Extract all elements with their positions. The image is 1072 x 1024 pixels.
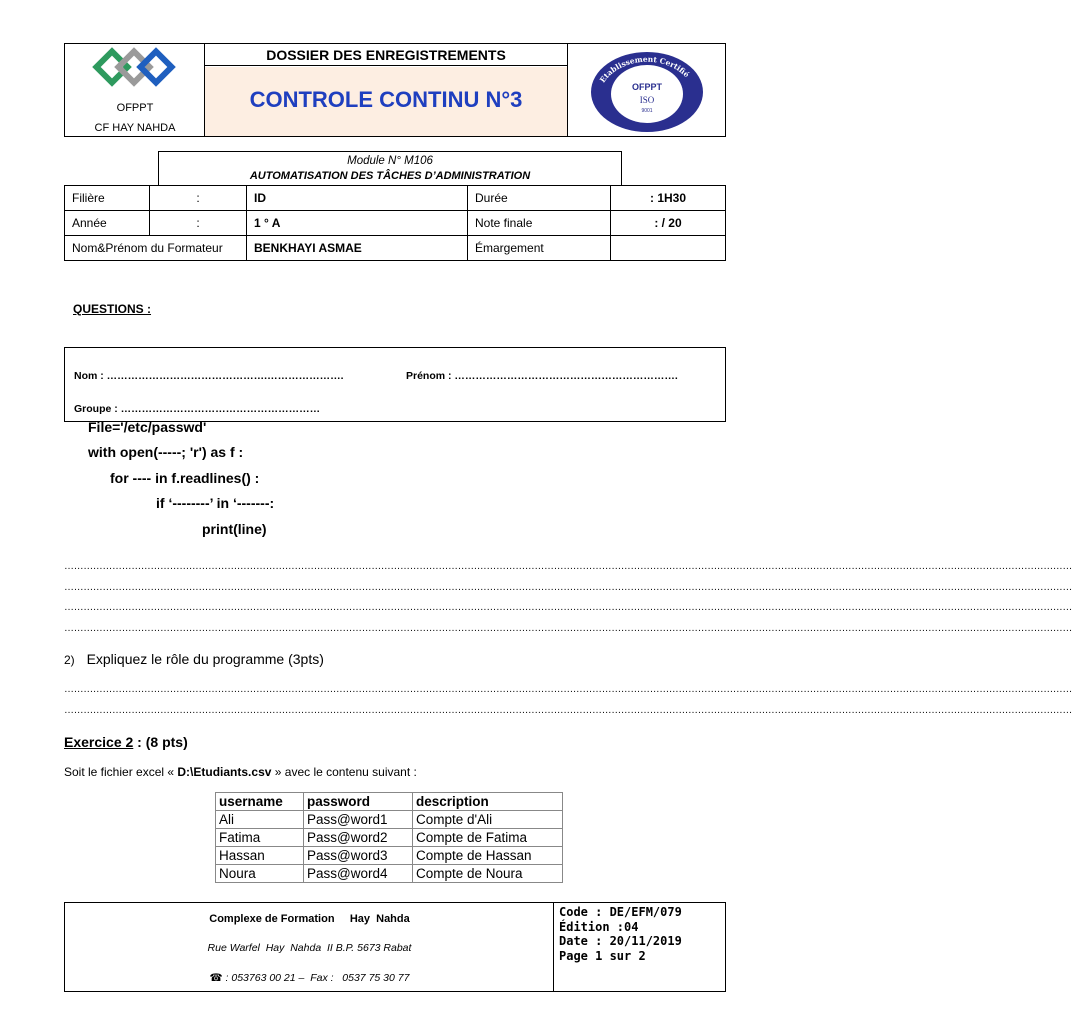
table-row: [216, 865, 563, 883]
csv-cell: Pass@word1: [304, 811, 413, 829]
document-header: [64, 43, 726, 137]
exercise-2-intro: [64, 765, 417, 779]
code-line-1: File='/etc/passwd': [88, 419, 207, 435]
seal-org: OFPPT: [631, 82, 663, 92]
exercise-2-points: : (8 pts): [133, 734, 188, 750]
prenom-field[interactable]: Prénom : ……………………………………………………….: [406, 370, 678, 382]
annee-label: Année: [65, 211, 150, 236]
footer-address: Rue Warfel Hay Nahda II B.P. 5673 Rabat: [207, 942, 412, 954]
csv-cell: Compte de Hassan: [413, 847, 563, 865]
intro-prefix: Soit le fichier excel «: [64, 765, 178, 779]
csv-cell: Pass@word3: [304, 847, 413, 865]
colon-cell: :: [150, 186, 247, 211]
answer-line[interactable]: ………………………………………………………………………………………………………………………………………………………………………………………………………………………………………………………………………………………: [64, 561, 1072, 572]
filiere-value: ID: [247, 186, 468, 211]
answer-line[interactable]: ………………………………………………………………………………………………………………………………………………………………………………………………………………………………………………………………………………………: [64, 623, 1072, 634]
note-label: Note finale: [468, 211, 611, 236]
answer-line[interactable]: ………………………………………………………………………………………………………………………………………………………………………………………………………………………………………………………………………………………: [64, 684, 1072, 695]
page-number: Page 1 sur 2: [559, 948, 646, 963]
certification-seal-cell: [568, 44, 726, 136]
center-name: CF HAY NAHDA: [94, 122, 176, 134]
emargement-value: [611, 236, 726, 261]
module-name: AUTOMATISATION DES TÂCHES D’ADMINISTRATION: [249, 170, 531, 182]
table-row: [216, 829, 563, 847]
filiere-label: Filière: [65, 186, 150, 211]
org-name: OFPPT: [116, 102, 154, 114]
question-2-text: Expliquez le rôle du programme (3pts): [86, 651, 324, 667]
code-line-2: with open(-----; 'r') as f :: [88, 444, 244, 460]
csv-cell: Compte d'Ali: [413, 811, 563, 829]
seal-iso: ISO: [639, 95, 655, 105]
table-row: [216, 847, 563, 865]
csv-header-cell: description: [413, 793, 563, 811]
info-table: [64, 185, 726, 261]
doc-code: Code : DE/EFM/079: [559, 905, 682, 919]
csv-cell: Compte de Fatima: [413, 829, 563, 847]
intro-suffix: » avec le contenu suivant :: [271, 765, 417, 779]
csv-cell: Pass@word2: [304, 829, 413, 847]
question-2-number: 2): [64, 653, 75, 667]
formateur-value: BENKHAYI ASMAE: [247, 236, 468, 261]
csv-cell: Fatima: [216, 829, 304, 847]
csv-cell: Compte de Noura: [413, 865, 563, 883]
footer-phone: : 053763 00 21 – Fax : 0537 75 30 77: [225, 972, 410, 984]
footer-contact: [65, 903, 554, 991]
exercise-2-heading: [64, 734, 188, 750]
formateur-label: Nom&Prénom du Formateur: [65, 236, 247, 261]
footer-doc-info: [555, 903, 725, 991]
note-value: : / 20: [611, 211, 726, 236]
doc-date: Date : 20/11/2019: [559, 934, 682, 948]
csv-cell: Hassan: [216, 847, 304, 865]
csv-cell: Ali: [216, 811, 304, 829]
question-2: [64, 651, 324, 667]
questions-heading: QUESTIONS :: [73, 302, 152, 316]
footer-phone-line: [65, 972, 554, 984]
table-row: [65, 236, 726, 261]
student-info-box: [64, 347, 726, 422]
answer-line[interactable]: ………………………………………………………………………………………………………………………………………………………………………………………………………………………………………………………………………………………: [64, 582, 1072, 593]
table-row: [65, 211, 726, 236]
csv-cell: Pass@word4: [304, 865, 413, 883]
document-footer: [64, 902, 726, 992]
csv-header-row: [216, 793, 563, 811]
footer-complex: Complexe de Formation Hay Nahda: [209, 913, 410, 925]
doc-edition: Édition :04: [559, 919, 639, 934]
colon-cell: :: [150, 211, 247, 236]
phone-icon: ☎: [209, 972, 223, 984]
groupe-field[interactable]: Groupe : …………………………………………………: [74, 403, 321, 415]
csv-header-cell: username: [216, 793, 304, 811]
csv-filename: D:\Etudiants.csv: [177, 765, 272, 779]
exercise-2-title: Exercice 2: [64, 734, 134, 750]
csv-table: [215, 792, 563, 883]
ofppt-logo-icon: [93, 48, 175, 88]
page-title: CONTROLE CONTINU N°3: [205, 67, 567, 136]
duree-label: Durée: [468, 186, 611, 211]
ofppt-logo-cell: [65, 44, 205, 136]
doc-type: DOSSIER DES ENREGISTREMENTS: [205, 44, 567, 66]
duree-value: : 1H30: [611, 186, 726, 211]
annee-value: 1 ° A: [247, 211, 468, 236]
csv-header-cell: password: [304, 793, 413, 811]
code-line-5: print(line): [202, 521, 267, 537]
seal-text-top: Etablissement Certifié: [597, 54, 692, 85]
header-title-cell: [205, 44, 568, 136]
table-row: [216, 811, 563, 829]
nom-field[interactable]: Nom : ……………………………………….………………….: [74, 370, 344, 382]
seal-year: 9001: [641, 108, 653, 114]
emargement-label: Émargement: [468, 236, 611, 261]
code-line-3: for ---- in f.readlines() :: [110, 470, 260, 486]
answer-line[interactable]: ………………………………………………………………………………………………………………………………………………………………………………………………………………………………………………………………………………………: [64, 602, 1072, 613]
iso-seal-icon: [586, 48, 708, 132]
csv-cell: Noura: [216, 865, 304, 883]
code-line-4: if ‘--------’ in ‘-------:: [156, 495, 275, 511]
table-row: [65, 186, 726, 211]
answer-line[interactable]: ………………………………………………………………………………………………………………………………………………………………………………………………………………………………………………………………………………………: [64, 705, 1072, 716]
module-box: [158, 151, 622, 186]
module-number: Module N° M106: [347, 155, 433, 167]
